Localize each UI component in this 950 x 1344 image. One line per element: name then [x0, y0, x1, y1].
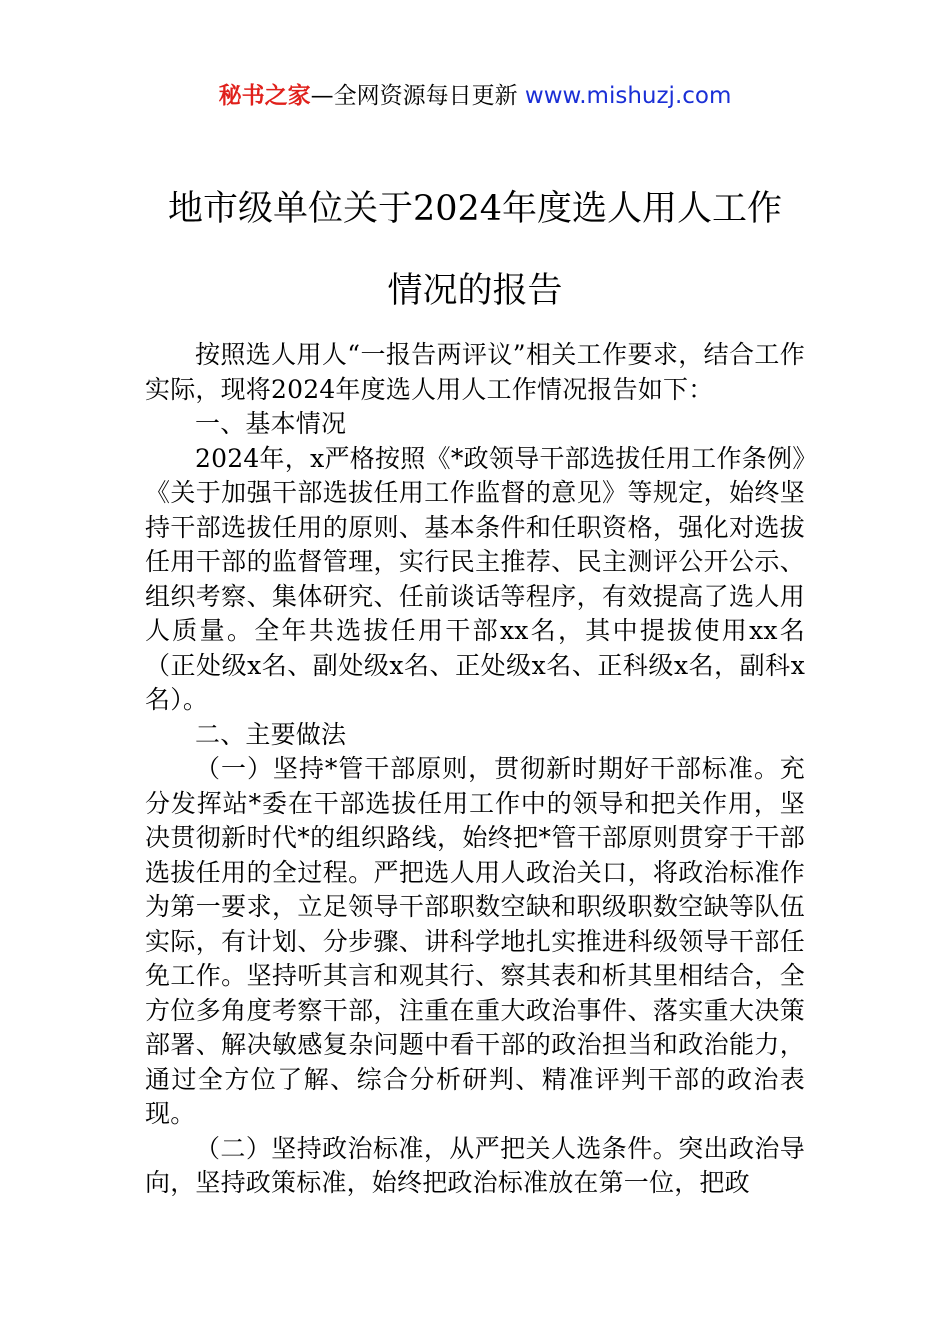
document-title: [120, 168, 830, 332]
section-heading-main-practices: 二、主要做法: [195, 719, 347, 749]
practice-paragraph-2: （二）坚持政治标准，从严把关人选条件。突出政治导向，坚持政策标准，始终把政治标准放在第一位，把政: [145, 1133, 805, 1197]
document-title-line-1: 地市级单位关于2024年度选人用人工作: [167, 189, 783, 229]
site-tagline: —全网资源每日更新: [310, 83, 525, 109]
intro-paragraph: 按照选人用人“一报告两评议”相关工作要求，结合工作实际，现将2024年度选人用人工作情况报告如下：: [145, 340, 805, 404]
site-brand: 秘书之家: [218, 83, 311, 109]
site-url-link[interactable]: www.mishuzj.com: [524, 83, 732, 109]
practice-paragraph-1: （一）坚持*管干部原则，贯彻新时期好干部标准。充分发挥站*委在干部选拔任用工作中的领导和把关作用，坚决贯彻新时代*的组织路线，始终把*管干部原则贯穿于干部选拔任用的全过程。严把选人用人政治关口，将政治标准作为第一要求，立足领导干部职数空缺和职级职数空缺等队伍实际，有计划、分步骤、讲科学地扎实推进科级领导干部任免工作。坚持听其言和观其行、察其表和析其里相结合，全方位多角度考察干部，注重在重大政治事件、落实重大决策部署、解决敏感复杂问题中看干部的政治担当和政治能力，通过全方位了解、综合分析研判、精准评判干部的政治表现。: [145, 754, 805, 1128]
document-title-line-2: 情况的报告: [387, 271, 563, 311]
site-header: [0, 80, 950, 112]
document-body: [145, 338, 805, 1201]
basic-situation-paragraph: 2024年，x严格按照《*政领导干部选拔任用工作条例》《关于加强干部选拔任用工作监督的意见》等规定，始终坚持干部选拔任用的原则、基本条件和任职资格，强化对选拔任用干部的监督管理，实行民主推荐、民主测评公开公示、组织考察、集体研究、任前谈话等程序，有效提高了选人用人质量。全年共选拔任用干部xx名，其中提拔使用xx名（正处级x名、副处级x名、正处级x名、正科级x名，副科x名）。: [145, 443, 805, 714]
section-heading-basic-situation: 一、基本情况: [195, 409, 347, 438]
